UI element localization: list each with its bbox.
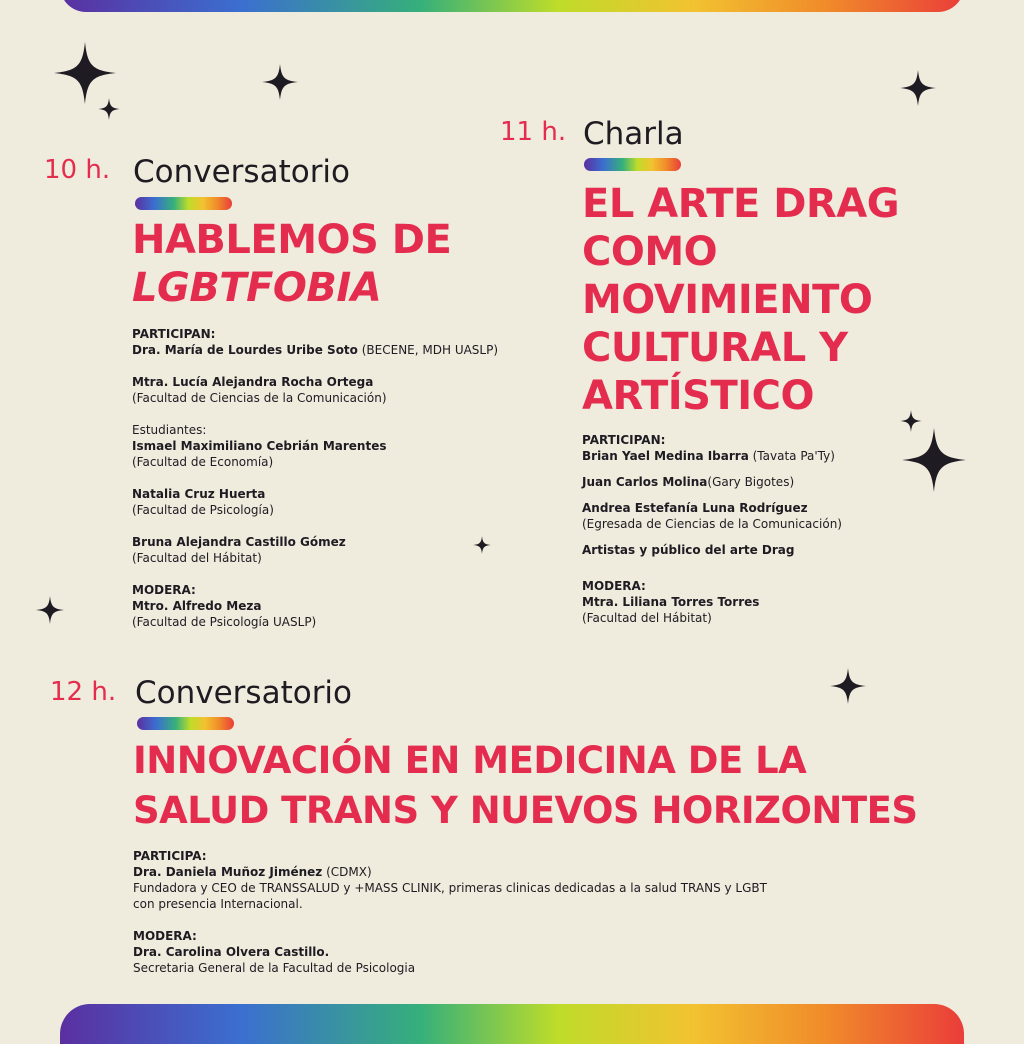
- sparkle-star-icon: [98, 98, 120, 120]
- sparkle-star-icon: [902, 428, 966, 492]
- title-line: MOVIMIENTO: [582, 277, 873, 323]
- participant-description: con presencia Internacional.: [133, 897, 303, 911]
- session-type: Charla: [583, 116, 684, 152]
- session-time: 11 h.: [500, 117, 567, 147]
- participant-affiliation: (Facultad de Ciencias de la Comunicación): [132, 391, 387, 405]
- moderator-name: Mtro. Alfredo Meza: [132, 599, 262, 613]
- participant-affiliation: (BECENE, MDH UASLP): [357, 343, 499, 357]
- title-line: CULTURAL Y: [582, 325, 848, 371]
- students-label: Estudiantes:: [132, 423, 207, 437]
- participant: [133, 864, 767, 880]
- participants-label: PARTICIPA:: [133, 849, 207, 863]
- participant-name: Natalia Cruz Huerta: [132, 487, 266, 501]
- rainbow-pill: [584, 158, 681, 171]
- participant-name: Artistas y público del arte Drag: [582, 543, 795, 557]
- participant-name: Andrea Estefanía Luna Rodríguez: [582, 501, 808, 515]
- participant: [582, 448, 842, 464]
- participant-affiliation: (Facultad de Economía): [132, 455, 274, 469]
- moderator-label: MODERA:: [133, 929, 197, 943]
- title-line: INNOVACIÓN EN MEDICINA DE LA: [133, 739, 807, 782]
- session-type: Conversatorio: [133, 154, 351, 190]
- participants-block: [132, 326, 498, 630]
- participant-description: Fundadora y CEO de TRANSSALUD y +MASS CLINIK, primeras clinicas dedicadas a la salud TRANS y LGBT: [133, 881, 767, 895]
- participant-affiliation: (Facultad de Psicología): [132, 503, 274, 517]
- top-rainbow-band: [60, 0, 964, 12]
- moderator-label: MODERA:: [582, 579, 646, 593]
- moderator-affiliation: (Facultad de Psicología UASLP): [132, 615, 317, 629]
- title-line: EL ARTE DRAG: [582, 181, 900, 227]
- participant: [132, 342, 498, 358]
- bottom-rainbow-band: [60, 1004, 964, 1044]
- participants-label: PARTICIPAN:: [132, 327, 216, 341]
- participant-name: Dra. Daniela Muñoz Jiménez: [133, 865, 323, 879]
- rainbow-pill: [137, 717, 234, 730]
- moderator-name: Dra. Carolina Olvera Castillo.: [133, 945, 330, 959]
- participant-name: Mtra. Lucía Alejandra Rocha Ortega: [132, 375, 374, 389]
- session-title: [133, 736, 918, 836]
- participant-name: Bruna Alejandra Castillo Gómez: [132, 535, 346, 549]
- moderator-label: MODERA:: [132, 583, 196, 597]
- participants-label: PARTICIPAN:: [582, 433, 666, 447]
- sparkle-star-icon: [54, 42, 116, 104]
- rainbow-pill: [135, 197, 232, 210]
- title-line: ARTÍSTICO: [582, 373, 814, 419]
- participant-affiliation: (CDMX): [322, 865, 372, 879]
- sparkle-star-icon: [900, 70, 936, 106]
- participant-name: Dra. María de Lourdes Uribe Soto: [132, 343, 358, 357]
- session-type: Conversatorio: [135, 675, 353, 711]
- sparkle-star-icon: [36, 596, 64, 624]
- title-line: HABLEMOS DE: [132, 217, 452, 263]
- session-title: [582, 180, 899, 420]
- title-line: COMO: [582, 229, 718, 275]
- session-time: 10 h.: [44, 155, 111, 185]
- title-line: LGBTFOBIA: [132, 265, 382, 311]
- session-title: [132, 216, 451, 312]
- sparkle-star-icon: [262, 64, 298, 100]
- session-time: 12 h.: [50, 677, 117, 707]
- participant-affiliation: (Facultad del Hábitat): [132, 551, 262, 565]
- participants-block: [582, 432, 842, 626]
- moderator-affiliation: (Facultad del Hábitat): [582, 611, 712, 625]
- moderator-affiliation: Secretaria General de la Facultad de Psicologia: [133, 961, 416, 975]
- participant-affiliation: (Tavata Pa'Ty): [748, 449, 835, 463]
- moderator-name: Mtra. Liliana Torres Torres: [582, 595, 760, 609]
- participant: [582, 474, 842, 490]
- participants-block: [133, 848, 767, 976]
- sparkle-star-icon: [830, 668, 866, 704]
- participant-name: Juan Carlos Molina: [582, 475, 708, 489]
- participant-affiliation: (Gary Bigotes): [707, 475, 795, 489]
- participant-affiliation: (Egresada de Ciencias de la Comunicación): [582, 517, 842, 531]
- participant-name: Brian Yael Medina Ibarra: [582, 449, 749, 463]
- title-line: SALUD TRANS Y NUEVOS HORIZONTES: [133, 789, 918, 832]
- participant-name: Ismael Maximiliano Cebrián Marentes: [132, 439, 387, 453]
